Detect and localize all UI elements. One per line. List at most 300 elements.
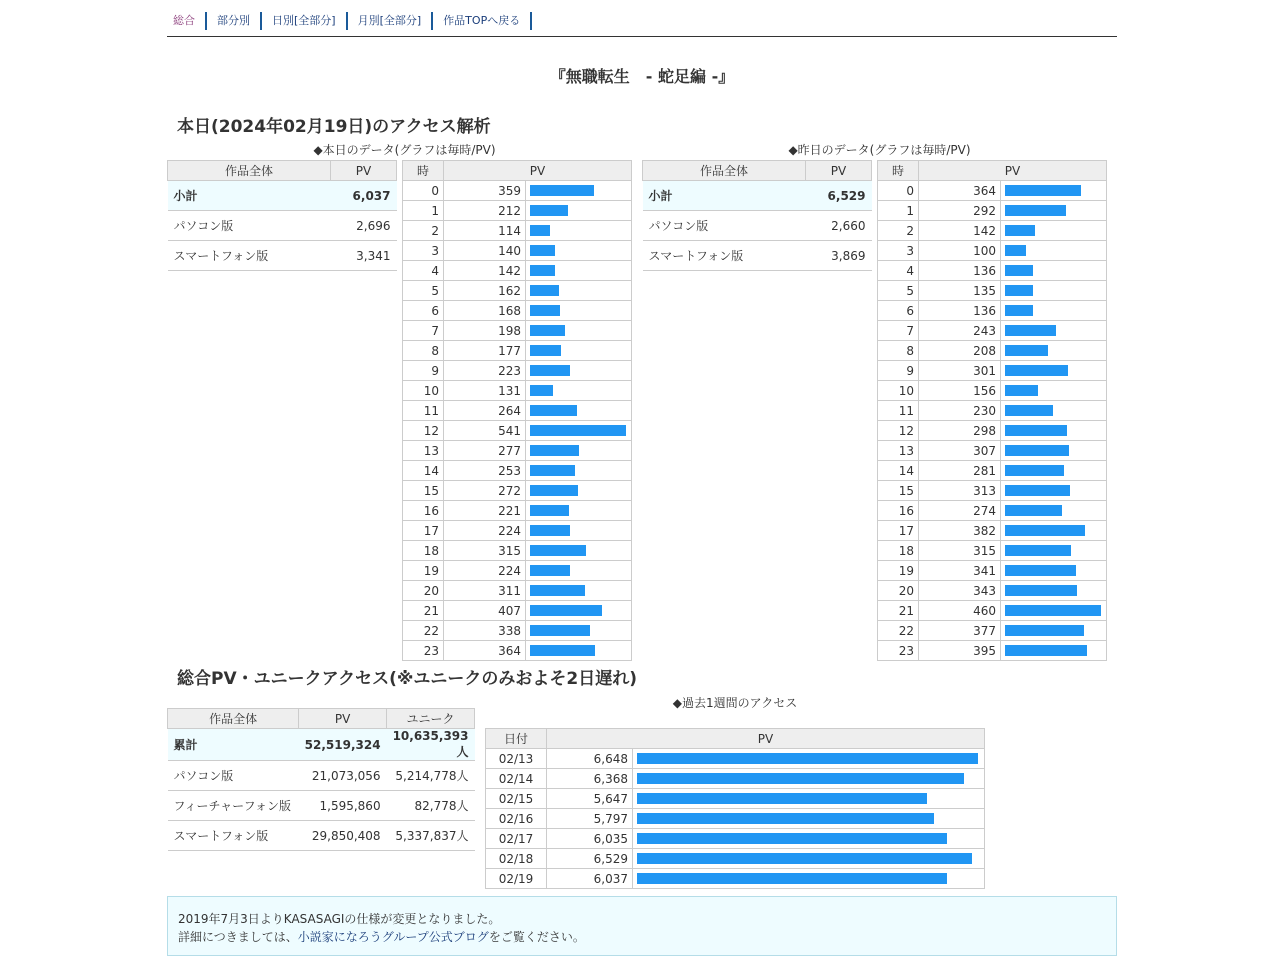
pv-bar [530, 285, 559, 296]
bar-cell [633, 869, 985, 889]
summary-row [168, 761, 475, 791]
yesterday-summary-table [642, 160, 872, 271]
hour-cell: 10 [878, 381, 919, 401]
pv-bar [1005, 385, 1038, 396]
hourly-row [403, 261, 632, 281]
top-nav [167, 0, 1117, 37]
hour-cell: 14 [878, 461, 919, 481]
hourly-header-hour: 時 [403, 161, 444, 181]
summary-cell-unique: 5,214,778人 [387, 761, 475, 791]
pv-cell: 131 [444, 381, 526, 401]
bar-cell [526, 641, 632, 661]
hour-cell: 4 [403, 261, 444, 281]
hour-cell: 17 [403, 521, 444, 541]
yesterday-caption: ◆昨日のデータ(グラフは毎時/PV) [788, 143, 971, 157]
hourly-row [403, 281, 632, 301]
pv-cell: 364 [919, 181, 1001, 201]
bar-cell [526, 461, 632, 481]
hourly-row [878, 501, 1107, 521]
notice-line2-suffix: をご覧ください。 [488, 930, 585, 944]
pv-bar [530, 405, 577, 416]
summary-row [168, 181, 397, 211]
hourly-row [878, 641, 1107, 661]
hourly-row [403, 501, 632, 521]
bar-cell [526, 181, 632, 201]
pv-bar [1005, 625, 1084, 636]
today-summary-table [167, 160, 397, 271]
hourly-row [403, 401, 632, 421]
pv-cell: 224 [444, 561, 526, 581]
hour-cell: 12 [403, 421, 444, 441]
hourly-row [878, 461, 1107, 481]
hourly-row [878, 341, 1107, 361]
hourly-row [878, 221, 1107, 241]
pv-cell: 100 [919, 241, 1001, 261]
hour-cell: 1 [403, 201, 444, 221]
hour-cell: 23 [878, 641, 919, 661]
pv-bar [530, 425, 626, 436]
pv-cell: 341 [919, 561, 1001, 581]
summary-row [643, 211, 872, 241]
bar-cell [526, 341, 632, 361]
bar-cell [1001, 621, 1107, 641]
summary-cell-label: 小計 [643, 181, 806, 211]
pv-bar [1005, 305, 1033, 316]
bar-cell [526, 541, 632, 561]
bar-cell [633, 789, 985, 809]
pv-bar [530, 585, 585, 596]
pv-bar [1005, 405, 1053, 416]
bar-cell [526, 361, 632, 381]
summary-cell-pv: 6,037 [331, 181, 397, 211]
bar-cell [526, 201, 632, 221]
notice-line2 [178, 928, 1106, 946]
pv-bar [530, 205, 568, 216]
pv-cell: 6,037 [547, 869, 633, 889]
pv-cell: 460 [919, 601, 1001, 621]
pv-bar [530, 565, 570, 576]
pv-bar [1005, 185, 1081, 196]
bar-cell [1001, 261, 1107, 281]
notice-line1: 2019年7月3日よりKASASAGIの仕様が変更となりました。 [178, 912, 501, 926]
today-heading: 本日(2024年02月19日)のアクセス解析 [177, 117, 491, 137]
date-cell: 02/13 [486, 749, 547, 769]
hour-cell: 3 [403, 241, 444, 261]
pv-cell: 177 [444, 341, 526, 361]
pv-cell: 407 [444, 601, 526, 621]
hourly-row [403, 601, 632, 621]
week-row [486, 849, 985, 869]
summary-cell-pv: 2,696 [331, 211, 397, 241]
summary-row [168, 791, 475, 821]
bar-cell [526, 221, 632, 241]
pv-cell: 136 [919, 301, 1001, 321]
bar-cell [1001, 521, 1107, 541]
hourly-row [403, 541, 632, 561]
pv-bar [1005, 545, 1071, 556]
bar-cell [1001, 581, 1107, 601]
bar-cell [526, 561, 632, 581]
pv-cell: 6,035 [547, 829, 633, 849]
bar-cell [526, 521, 632, 541]
pv-bar [1005, 445, 1069, 456]
hourly-row [878, 401, 1107, 421]
pv-cell: 230 [919, 401, 1001, 421]
pv-bar [637, 833, 947, 844]
pv-cell: 135 [919, 281, 1001, 301]
hour-cell: 0 [403, 181, 444, 201]
bar-cell [526, 401, 632, 421]
pv-cell: 541 [444, 421, 526, 441]
week-caption: ◆過去1週間のアクセス [672, 696, 798, 710]
week-header-pv: PV [547, 729, 985, 749]
bar-cell [526, 621, 632, 641]
pv-cell: 168 [444, 301, 526, 321]
bar-cell [526, 381, 632, 401]
hourly-row [878, 381, 1107, 401]
pv-cell: 156 [919, 381, 1001, 401]
pv-bar [1005, 425, 1067, 436]
hourly-header-pv: PV [919, 161, 1107, 181]
summary-cell-label: 累計 [168, 729, 299, 761]
pv-cell: 272 [444, 481, 526, 501]
hourly-row [878, 361, 1107, 381]
pv-bar [1005, 285, 1033, 296]
pv-bar [1005, 505, 1062, 516]
pv-bar [530, 305, 560, 316]
bar-cell [633, 769, 985, 789]
summary-cell-pv: 3,869 [806, 241, 872, 271]
hourly-row [878, 521, 1107, 541]
summary-cell-pv: 52,519,324 [299, 729, 387, 761]
hourly-row [878, 261, 1107, 281]
pv-cell: 243 [919, 321, 1001, 341]
pv-bar [1005, 345, 1048, 356]
pv-cell: 307 [919, 441, 1001, 461]
hour-cell: 16 [403, 501, 444, 521]
hourly-row [403, 341, 632, 361]
hourly-row [878, 541, 1107, 561]
hour-cell: 19 [878, 561, 919, 581]
summary-cell-label: スマートフォン版 [168, 821, 299, 851]
week-row [486, 829, 985, 849]
hour-cell: 21 [403, 601, 444, 621]
nav-daily[interactable]: 日別[全部分] [272, 12, 348, 30]
hourly-row [403, 421, 632, 441]
hourly-row [878, 421, 1107, 441]
bar-cell [526, 481, 632, 501]
bar-cell [526, 301, 632, 321]
pv-cell: 142 [919, 221, 1001, 241]
pv-bar [637, 753, 978, 764]
blog-link[interactable]: 小説家になろうグループ公式ブログ [297, 930, 489, 944]
total-header-work: 作品全体 [168, 709, 299, 729]
hour-cell: 8 [403, 341, 444, 361]
bar-cell [526, 601, 632, 621]
hourly-row [878, 201, 1107, 221]
summary-cell-unique: 5,337,837人 [387, 821, 475, 851]
pv-bar [530, 545, 586, 556]
hourly-row [878, 441, 1107, 461]
pv-cell: 5,647 [547, 789, 633, 809]
pv-bar [1005, 325, 1056, 336]
hour-cell: 22 [878, 621, 919, 641]
pv-cell: 343 [919, 581, 1001, 601]
hour-cell: 5 [403, 281, 444, 301]
hourly-row [403, 321, 632, 341]
bar-cell [633, 809, 985, 829]
pv-bar [637, 813, 934, 824]
pv-cell: 221 [444, 501, 526, 521]
pv-cell: 274 [919, 501, 1001, 521]
nav-back-to-top[interactable]: 作品TOPへ戻る [443, 12, 532, 30]
pv-bar [530, 185, 594, 196]
pv-cell: 223 [444, 361, 526, 381]
hour-cell: 20 [403, 581, 444, 601]
hourly-row [403, 301, 632, 321]
pv-cell: 338 [444, 621, 526, 641]
work-title: 『無職転生 - 蛇足編 -』 [549, 67, 735, 86]
hour-cell: 19 [403, 561, 444, 581]
pv-bar [1005, 605, 1101, 616]
week-row [486, 749, 985, 769]
bar-cell [633, 849, 985, 869]
bar-cell [526, 581, 632, 601]
hour-cell: 8 [878, 341, 919, 361]
summary-cell-pv: 1,595,860 [299, 791, 387, 821]
hour-cell: 2 [403, 221, 444, 241]
hourly-row [403, 361, 632, 381]
summary-cell-label: スマートフォン版 [643, 241, 806, 271]
hour-cell: 9 [878, 361, 919, 381]
nav-monthly[interactable]: 月別[全部分] [358, 12, 434, 30]
hourly-row [403, 521, 632, 541]
bar-cell [1001, 601, 1107, 621]
pv-cell: 298 [919, 421, 1001, 441]
pv-bar [1005, 245, 1026, 256]
bar-cell [526, 281, 632, 301]
pv-bar [1005, 645, 1087, 656]
bar-cell [1001, 421, 1107, 441]
hourly-row [403, 181, 632, 201]
pv-bar [530, 325, 565, 336]
bar-cell [1001, 361, 1107, 381]
notice-box [167, 896, 1117, 956]
bar-cell [526, 261, 632, 281]
total-heading: 総合PV・ユニークアクセス(※ユニークのみおよそ2日遅れ) [177, 669, 637, 689]
pv-bar [530, 245, 555, 256]
hourly-row [878, 481, 1107, 501]
nav-by-part[interactable]: 部分別 [217, 12, 262, 30]
pv-cell: 315 [444, 541, 526, 561]
hour-cell: 11 [878, 401, 919, 421]
pv-bar [1005, 565, 1076, 576]
hour-cell: 12 [878, 421, 919, 441]
hour-cell: 11 [403, 401, 444, 421]
summary-cell-label: フィーチャーフォン版 [168, 791, 299, 821]
bar-cell [633, 749, 985, 769]
pv-cell: 311 [444, 581, 526, 601]
week-row [486, 769, 985, 789]
pv-bar [1005, 465, 1064, 476]
summary-cell-pv: 6,529 [806, 181, 872, 211]
pv-cell: 224 [444, 521, 526, 541]
pv-cell: 5,797 [547, 809, 633, 829]
pv-bar [530, 225, 550, 236]
pv-bar [637, 853, 972, 864]
summary-cell-label: 小計 [168, 181, 331, 211]
hour-cell: 7 [403, 321, 444, 341]
pv-cell: 264 [444, 401, 526, 421]
bar-cell [1001, 381, 1107, 401]
pv-bar [530, 445, 579, 456]
summary-row [643, 181, 872, 211]
hourly-header-pv: PV [444, 161, 632, 181]
hour-cell: 18 [403, 541, 444, 561]
summary-cell-pv: 21,073,056 [299, 761, 387, 791]
bar-cell [1001, 201, 1107, 221]
bar-cell [1001, 221, 1107, 241]
pv-bar [637, 773, 964, 784]
hourly-row [403, 381, 632, 401]
hourly-row [878, 581, 1107, 601]
pv-cell: 136 [919, 261, 1001, 281]
pv-cell: 395 [919, 641, 1001, 661]
summary-row [168, 241, 397, 271]
today-hourly-table [402, 160, 632, 661]
week-table [485, 728, 985, 889]
pv-cell: 377 [919, 621, 1001, 641]
pv-cell: 142 [444, 261, 526, 281]
hour-cell: 22 [403, 621, 444, 641]
hour-cell: 9 [403, 361, 444, 381]
hourly-row [403, 621, 632, 641]
bar-cell [1001, 401, 1107, 421]
hourly-row [878, 621, 1107, 641]
bar-cell [1001, 561, 1107, 581]
pv-bar [530, 365, 570, 376]
pv-cell: 212 [444, 201, 526, 221]
hour-cell: 16 [878, 501, 919, 521]
pv-cell: 6,529 [547, 849, 633, 869]
hourly-row [878, 601, 1107, 621]
hourly-row [878, 181, 1107, 201]
hour-cell: 17 [878, 521, 919, 541]
date-cell: 02/17 [486, 829, 547, 849]
pv-bar [530, 505, 569, 516]
total-header-unique: ユニーク [387, 709, 475, 729]
pv-cell: 359 [444, 181, 526, 201]
pv-bar [530, 385, 553, 396]
hour-cell: 13 [403, 441, 444, 461]
nav-summary[interactable]: 総合 [173, 12, 207, 30]
pv-bar [530, 605, 602, 616]
hourly-row [403, 581, 632, 601]
date-cell: 02/15 [486, 789, 547, 809]
pv-cell: 198 [444, 321, 526, 341]
pv-cell: 6,368 [547, 769, 633, 789]
bar-cell [1001, 441, 1107, 461]
pv-bar [1005, 365, 1068, 376]
pv-bar [637, 873, 947, 884]
hourly-row [403, 461, 632, 481]
bar-cell [1001, 321, 1107, 341]
pv-cell: 292 [919, 201, 1001, 221]
pv-cell: 253 [444, 461, 526, 481]
summary-cell-pv: 29,850,408 [299, 821, 387, 851]
hourly-row [878, 301, 1107, 321]
pv-cell: 364 [444, 641, 526, 661]
pv-cell: 162 [444, 281, 526, 301]
hourly-row [878, 321, 1107, 341]
summary-cell-label: パソコン版 [168, 761, 299, 791]
hour-cell: 20 [878, 581, 919, 601]
total-header-pv: PV [299, 709, 387, 729]
summary-header-pv: PV [331, 161, 397, 181]
hour-cell: 3 [878, 241, 919, 261]
bar-cell [1001, 641, 1107, 661]
hourly-row [403, 481, 632, 501]
total-summary-table [167, 708, 475, 851]
hour-cell: 10 [403, 381, 444, 401]
pv-cell: 281 [919, 461, 1001, 481]
hourly-row [878, 241, 1107, 261]
bar-cell [526, 421, 632, 441]
hour-cell: 7 [878, 321, 919, 341]
pv-bar [1005, 205, 1066, 216]
bar-cell [1001, 461, 1107, 481]
pv-cell: 277 [444, 441, 526, 461]
hourly-row [403, 561, 632, 581]
pv-bar [1005, 265, 1033, 276]
pv-bar [530, 525, 570, 536]
hourly-header-hour: 時 [878, 161, 919, 181]
hourly-row [403, 241, 632, 261]
bar-cell [1001, 181, 1107, 201]
pv-bar [637, 793, 927, 804]
pv-cell: 301 [919, 361, 1001, 381]
page-container [167, 0, 1117, 956]
hour-cell: 18 [878, 541, 919, 561]
summary-cell-pv: 2,660 [806, 211, 872, 241]
summary-row [168, 729, 475, 761]
summary-row [168, 211, 397, 241]
summary-cell-label: スマートフォン版 [168, 241, 331, 271]
today-caption: ◆本日のデータ(グラフは毎時/PV) [313, 143, 496, 157]
date-cell: 02/14 [486, 769, 547, 789]
pv-cell: 6,648 [547, 749, 633, 769]
bar-cell [1001, 281, 1107, 301]
pv-cell: 382 [919, 521, 1001, 541]
summary-row [168, 821, 475, 851]
hour-cell: 6 [403, 301, 444, 321]
hour-cell: 14 [403, 461, 444, 481]
bar-cell [1001, 541, 1107, 561]
pv-cell: 114 [444, 221, 526, 241]
hourly-row [403, 441, 632, 461]
week-row [486, 869, 985, 889]
hour-cell: 21 [878, 601, 919, 621]
bar-cell [633, 829, 985, 849]
summary-cell-label: パソコン版 [643, 211, 806, 241]
pv-bar [1005, 485, 1070, 496]
pv-bar [1005, 525, 1085, 536]
pv-cell: 208 [919, 341, 1001, 361]
date-cell: 02/18 [486, 849, 547, 869]
summary-cell-unique: 82,778人 [387, 791, 475, 821]
bar-cell [1001, 341, 1107, 361]
bar-cell [526, 501, 632, 521]
